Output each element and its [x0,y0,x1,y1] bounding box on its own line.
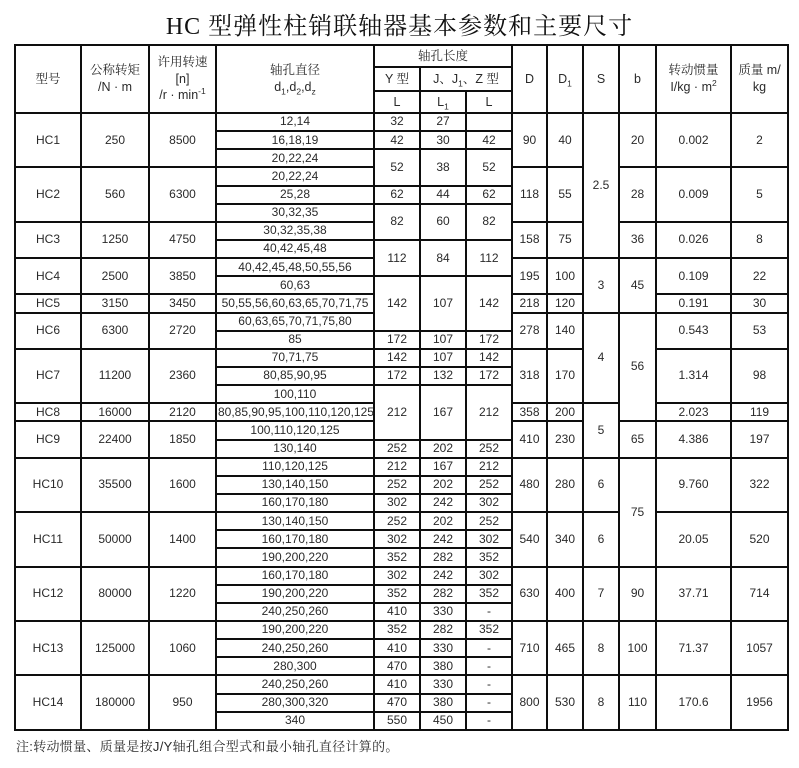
header-bore-length: 轴孔长度 [374,45,512,67]
table-cell: 132 [420,367,466,385]
table-cell: 278 [512,313,547,349]
header-torque-line1: 公称转矩 [89,63,140,78]
table-cell: 400 [547,567,583,621]
table-cell: 410 [374,639,420,657]
table-cell: 330 [420,603,466,621]
table-row [15,458,788,476]
table-cell: 30 [420,131,466,149]
model-cell: HC14 [15,675,81,730]
table-cell: 100 [547,258,583,294]
table-cell: 42 [466,131,512,149]
table-cell: 44 [420,186,466,204]
table-cell: 302 [374,494,420,512]
table-cell: 2 [731,113,788,167]
table-cell: 27 [420,113,466,131]
table-cell: 212 [466,385,512,439]
header-bore-diameter-symbols: $d_1,d_2,d_z$ [274,80,316,97]
header-bore-diameter [216,45,374,113]
table-cell: 1220 [149,567,216,621]
table-cell: 302 [466,530,512,548]
table-cell: 75 [619,458,656,567]
table-cell: 197 [731,421,788,457]
table-cell: 172 [466,367,512,385]
table-cell: 8 [731,222,788,258]
table-cell: 3 [583,258,619,312]
model-cell: HC4 [15,258,81,294]
table-cell: 16,18,19 [216,131,374,149]
table-cell [466,113,512,131]
header-y-type: Y 型 [374,67,420,91]
table-row [15,512,788,530]
table-cell: 60,63 [216,276,374,294]
header-D1: $D_1$ [547,45,583,113]
table-cell: 50000 [81,512,149,566]
table-cell: 242 [420,494,466,512]
table-cell: - [466,657,512,675]
table-cell: 302 [466,494,512,512]
table-cell: 40,42,45,48,50,55,56 [216,258,374,276]
table-cell: 42 [374,131,420,149]
table-cell: 2500 [81,258,149,294]
table-cell: 60,63,65,70,71,75,80 [216,313,374,331]
table-cell: 470 [374,694,420,712]
header-torque-unit: /N · m [97,80,133,94]
header-model: 型号 [15,45,81,113]
table-cell: 100,110 [216,385,374,403]
header-speed [149,45,216,113]
model-cell: HC2 [15,167,81,221]
table-cell: 82 [466,204,512,240]
table-cell: 302 [374,530,420,548]
table-cell: 6 [583,458,619,512]
table-cell: 352 [466,548,512,566]
table-row [15,675,788,693]
table-cell: 0.543 [656,313,731,349]
table-cell: 8500 [149,113,216,167]
table-cell: 100 [619,621,656,675]
table-cell: 252 [466,440,512,458]
model-cell: HC3 [15,222,81,258]
table-row [15,113,788,131]
table-cell: 380 [420,694,466,712]
table-row [15,621,788,639]
table-cell: 5 [731,167,788,221]
table-cell: 0.002 [656,113,731,167]
table-cell: 130,140,150 [216,476,374,494]
header-row-1 [15,45,788,67]
table-cell: 470 [374,657,420,675]
table-cell: 282 [420,548,466,566]
table-cell: 240,250,260 [216,603,374,621]
table-cell: 20,22,24 [216,149,374,167]
table-cell: 20.05 [656,512,731,566]
table-cell: 240,250,260 [216,675,374,693]
table-cell: 30 [731,294,788,312]
table-cell: - [466,712,512,730]
table-cell: 710 [512,621,547,675]
page-title: HC 型弹性柱销联轴器基本参数和主要尺寸 [165,14,634,40]
table-cell: 410 [512,421,547,457]
table-cell: - [466,603,512,621]
table-cell: 4.386 [656,421,731,457]
table-cell: 450 [420,712,466,730]
table-cell: 560 [81,167,149,221]
table-cell: 190,200,220 [216,548,374,566]
table-cell: 5 [583,403,619,457]
table-cell: 25,28 [216,186,374,204]
table-cell: 714 [731,567,788,621]
table-cell: 55 [547,167,583,221]
table-cell: 352 [374,621,420,639]
table-cell: 9.760 [656,458,731,512]
table-cell: 352 [466,585,512,603]
table-cell: 2.023 [656,403,731,421]
table-header [15,45,788,113]
table-cell: 90 [512,113,547,167]
table-cell: 352 [466,621,512,639]
table-cell: 112 [466,240,512,276]
table-cell: 130,140 [216,440,374,458]
table-cell: 12,14 [216,113,374,131]
table-cell: 380 [420,657,466,675]
table-cell: 30,32,35,38 [216,222,374,240]
table-cell: 70,71,75 [216,349,374,367]
table-cell: 142 [466,349,512,367]
table-cell: 200 [547,403,583,421]
table-cell: 6300 [81,313,149,349]
table-cell: 242 [420,530,466,548]
table-cell: 190,200,220 [216,621,374,639]
table-cell: 6 [583,512,619,566]
table-cell: 520 [731,512,788,566]
model-cell: HC10 [15,458,81,512]
table-cell: 75 [547,222,583,258]
table-cell: 112 [374,240,420,276]
table-cell: 340 [547,512,583,566]
table-cell: 107 [420,276,466,330]
header-bore-diameter-line1: 轴孔直径 [269,63,320,78]
table-cell: 38 [420,149,466,185]
table-cell: 302 [374,567,420,585]
table-cell: 20 [619,113,656,167]
table-cell: 167 [420,458,466,476]
table-cell: 22400 [81,421,149,457]
table-cell: 302 [466,567,512,585]
table-cell: 130,140,150 [216,512,374,530]
table-cell: 280,300 [216,657,374,675]
footnote: 注:转动惯量、质量是按J/Y轴孔组合型式和最小轴孔直径计算的。 [16,739,399,754]
table-cell: 2.5 [583,113,619,258]
table-cell: 330 [420,675,466,693]
coupling-spec-table [14,44,789,731]
table-cell: 190,200,220 [216,585,374,603]
table-cell: 4 [583,313,619,404]
table-cell: 252 [466,512,512,530]
table-cell: 282 [420,585,466,603]
table-cell: 195 [512,258,547,294]
table-cell: 212 [374,458,420,476]
table-cell: 107 [420,349,466,367]
table-cell: 1850 [149,421,216,457]
table-cell: 218 [512,294,547,312]
header-speed-unit: $/r \cdot \min^{-1}$ [159,86,206,103]
table-cell: 240,250,260 [216,639,374,657]
header-S: S [583,45,619,113]
header-mass: 质量 m/ kg [731,45,788,113]
table-cell: 3850 [149,258,216,294]
table-cell: 65 [619,421,656,457]
table-cell: 158 [512,222,547,258]
table-cell: 84 [420,240,466,276]
table-cell: 1600 [149,458,216,512]
table-row [15,567,788,585]
header-speed-line1: 许用转速[n] [157,54,208,86]
table-cell: 32 [374,113,420,131]
header-jz-type: J、$J_1$、Z 型 [420,67,512,91]
table-cell: 800 [512,675,547,730]
table-cell: 540 [512,512,547,566]
table-cell: 36 [619,222,656,258]
table-cell: 282 [420,621,466,639]
table-cell: 11200 [81,349,149,403]
table-body [15,113,788,730]
table-cell: 3450 [149,294,216,312]
table-cell: 465 [547,621,583,675]
header-L1: $L_1$ [420,91,466,113]
table-cell: 110 [619,675,656,730]
table-cell: 250 [81,113,149,167]
table-cell: 212 [374,385,420,439]
table-cell: 8 [583,675,619,730]
table-cell: 340 [216,712,374,730]
table-cell: - [466,694,512,712]
table-cell: 98 [731,349,788,403]
table-cell: 0.009 [656,167,731,221]
table-cell: 80000 [81,567,149,621]
table-cell: 212 [466,458,512,476]
model-cell: HC13 [15,621,81,675]
table-cell: 22 [731,258,788,294]
table-cell: 242 [420,567,466,585]
table-cell: 80,85,90,95 [216,367,374,385]
table-cell: 8 [583,621,619,675]
table-cell: 172 [374,331,420,349]
table-cell: 167 [420,385,466,439]
table-cell: 7 [583,567,619,621]
table-cell: 2120 [149,403,216,421]
table-cell: 2360 [149,349,216,403]
table-cell: 62 [374,186,420,204]
table-cell: 142 [374,349,420,367]
table-cell: - [466,675,512,693]
table-cell: 140 [547,313,583,349]
table-cell: 172 [374,367,420,385]
table-cell: 4750 [149,222,216,258]
header-torque [81,45,149,113]
table-cell: 180000 [81,675,149,730]
table-cell: 82 [374,204,420,240]
model-cell: HC6 [15,313,81,349]
table-cell: 330 [420,639,466,657]
table-cell: 1060 [149,621,216,675]
header-L-y: L [374,91,420,113]
table-cell: 322 [731,458,788,512]
header-L-z: L [466,91,512,113]
header-inertia-unit: $I/kg \cdot m^2$ [670,77,717,94]
table-cell: 1956 [731,675,788,730]
table-cell: 107 [420,331,466,349]
table-cell: 410 [374,603,420,621]
table-cell: 40 [547,113,583,167]
table-cell: 80,85,90,95,100,110,120,125 [216,403,374,421]
table-cell: 62 [466,186,512,204]
table-cell: 280,300,320 [216,694,374,712]
model-cell: HC5 [15,294,81,312]
table-cell: 37.71 [656,567,731,621]
table-cell: 950 [149,675,216,730]
table-cell: 230 [547,421,583,457]
table-cell: 50,55,56,60,63,65,70,71,75 [216,294,374,312]
table-cell: 28 [619,167,656,221]
table-cell: 352 [374,585,420,603]
model-cell: HC8 [15,403,81,421]
table-cell: 280 [547,458,583,512]
header-inertia [656,45,731,113]
table-cell: 160,170,180 [216,530,374,548]
model-cell: HC11 [15,512,81,566]
table-cell: - [466,639,512,657]
table-row [15,349,788,367]
model-cell: HC1 [15,113,81,167]
table-cell: 2720 [149,313,216,349]
table-cell: 358 [512,403,547,421]
model-cell: HC9 [15,421,81,457]
table-cell: 160,170,180 [216,494,374,512]
table-cell: 60 [420,204,466,240]
table-cell: 170.6 [656,675,731,730]
header-inertia-line1: 转动惯量 [668,63,719,78]
table-cell: 170 [547,349,583,403]
table-cell: 110,120,125 [216,458,374,476]
table-cell: 410 [374,675,420,693]
table-cell: 202 [420,476,466,494]
table-cell: 550 [374,712,420,730]
table-cell: 202 [420,512,466,530]
table-cell: 52 [466,149,512,185]
header-D: D [512,45,547,113]
table-cell: 56 [619,313,656,422]
table-cell: 142 [374,276,420,330]
table-cell: 30,32,35 [216,204,374,222]
table-cell: 1.314 [656,349,731,403]
table-cell: 125000 [81,621,149,675]
table-cell: 0.191 [656,294,731,312]
table-cell: 530 [547,675,583,730]
table-cell: 16000 [81,403,149,421]
model-cell: HC12 [15,567,81,621]
table-cell: 6300 [149,167,216,221]
table-cell: 1250 [81,222,149,258]
table-cell: 202 [420,440,466,458]
table-cell: 1400 [149,512,216,566]
table-cell: 352 [374,548,420,566]
table-cell: 118 [512,167,547,221]
table-cell: 0.026 [656,222,731,258]
table-cell: 252 [374,440,420,458]
table-cell: 20,22,24 [216,167,374,185]
table-cell: 119 [731,403,788,421]
table-cell: 252 [466,476,512,494]
table-cell: 1057 [731,621,788,675]
table-cell: 52 [374,149,420,185]
table-cell: 71.37 [656,621,731,675]
table-cell: 252 [374,512,420,530]
table-cell: 318 [512,349,547,403]
table-cell: 630 [512,567,547,621]
table-cell: 120 [547,294,583,312]
header-b: b [619,45,656,113]
table-cell: 252 [374,476,420,494]
table-cell: 160,170,180 [216,567,374,585]
table-cell: 45 [619,258,656,312]
table-cell: 480 [512,458,547,512]
table-cell: 85 [216,331,374,349]
table-cell: 35500 [81,458,149,512]
table-cell: 3150 [81,294,149,312]
table-cell: 172 [466,331,512,349]
model-cell: HC7 [15,349,81,403]
table-cell: 40,42,45,48 [216,240,374,258]
table-cell: 53 [731,313,788,349]
table-cell: 142 [466,276,512,330]
table-cell: 0.109 [656,258,731,294]
table-cell: 90 [619,567,656,621]
table-cell: 100,110,120,125 [216,421,374,439]
